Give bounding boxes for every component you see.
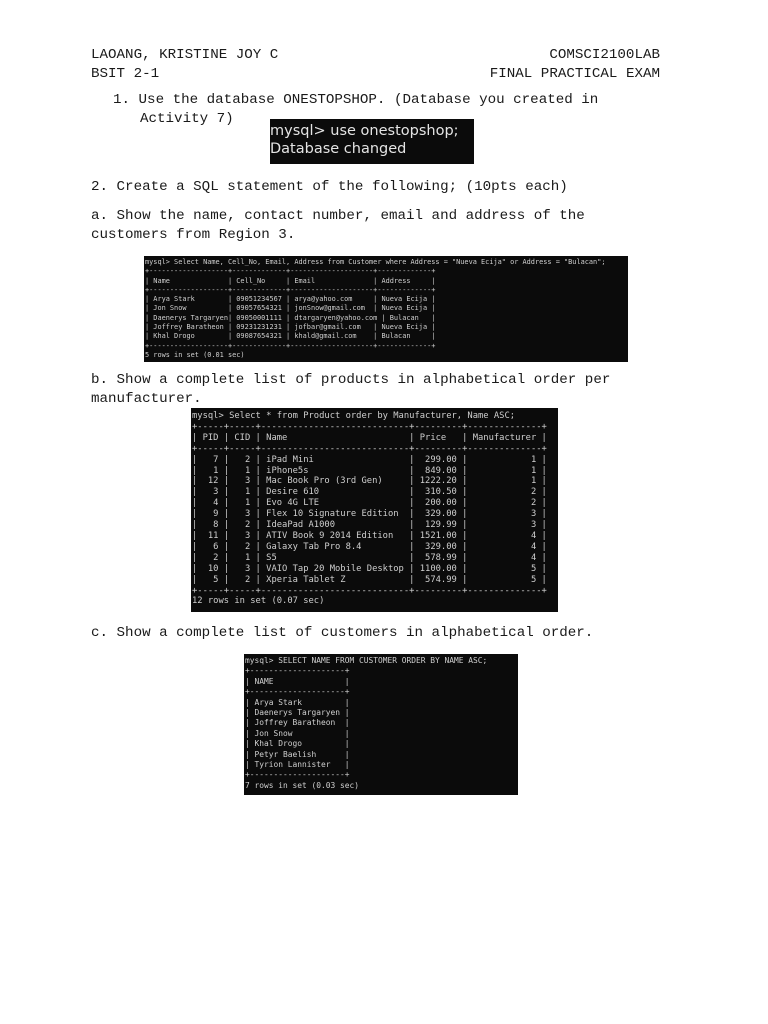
course-code: COMSCI2100LAB [549,47,660,63]
student-info [91,46,278,84]
exam-title: FINAL PRACTICAL EXAM [489,66,660,82]
part-b-line-1: b. Show a complete list of products in alphabetical order per [91,372,611,388]
console-output: mysql> SELECT NAME FROM CUSTOMER ORDER BY NAME ASC; +--------------------+ | NAME | +--------------------+ | Arya Stark | | Daenerys Targaryen | | Joffrey Baratheon | | Jon Snow | | Khal Drogo | | Petyr Baelish | | Tyrion Lannister | +--------------------+ 7 rows in set (0.03 sec) [245,656,488,790]
screenshot-customer-names-query [244,654,518,795]
exam-info [480,46,660,84]
console-output: mysql> Select Name, Cell_No, Email, Address from Customer where Address = "Nueva Ecija" or Address = "Bulacan"; +-------------------+-------------+--------------------+-------------+ | Name | Cell_No | Email | Address | +-------------------+-------------+--------------------+-------------+ | Arya Stark | 09051234567 | arya@yahoo.com | Nueva Ecija | | Jon Snow | 09057654321 | jonSnow@gmail.com | Nueva Ecija | | Daenerys Targaryen| 09050001111 | dtargaryen@yahoo.com | Bulacan | | Joffrey Baratheon | 09231231231 | jofbar@gmail.com | Nueva Ecija | | Khal Drogo | 09087654321 | khald@gmail.com | Bulacan | +-------------------+-------------+--------------------+-------------+ 5 rows in set (0.01 sec) [145,258,606,359]
item-2-title: 2. Create a SQL statement of the following; (10pts each) [91,179,568,195]
screenshot-use-database [270,119,474,164]
student-name: LAOANG, KRISTINE JOY C [91,47,279,63]
part-c-line-1: c. Show a complete list of customers in alphabetical order. [91,625,594,641]
student-section: BSIT 2-1 [91,66,160,82]
screenshot-customer-query [144,256,628,362]
console-output: mysql> use onestopshop; Database changed [270,123,459,157]
item-1-line-2: Activity 7) [140,111,234,127]
part-b-line-2: manufacturer. [91,391,202,407]
console-output: mysql> Select * from Product order by Manufacturer, Name ASC; +-----+-----+----------------------------+---------+--------------+ | PID | CID | Name | Price | Manufacturer | +-----+-----+----------------------------+---------+--------------+ | 7 | 2 | iPad Mini | 299.00 | 1 | | 1 | 1 | iPhone5s | 849.00 | 1 | | 12 | 3 | Mac Book Pro (3rd Gen) | 1222.20 | 1 | | 3 | 1 | Desire 610 | 310.50 | 2 | | 4 | 1 | Evo 4G LTE | 200.00 | 2 | | 9 | 3 | Flex 10 Signature Edition | 329.00 | 3 | | 8 | 2 | IdeaPad A1000 | 129.99 | 3 | | 11 | 3 | ATIV Book 9 2014 Edition | 1521.00 | 4 | | 6 | 2 | Galaxy Tab Pro 8.4 | 329.00 | 4 | | 2 | 1 | S5 | 578.99 | 4 | | 10 | 3 | VAIO Tap 20 Mobile Desktop | 1100.00 | 5 | | 5 | 2 | Xperia Tablet Z | 574.99 | 5 | +-----+-----+----------------------------+---------+--------------+ 12 rows in set (0.07 sec) [192,411,547,607]
screenshot-product-query [191,408,558,612]
part-a-line-2: customers from Region 3. [91,227,296,243]
part-a-line-1: a. Show the name, contact number, email and address of the [91,208,585,224]
item-1-line-1: 1. Use the database ONESTOPSHOP. (Database you created in [113,92,599,108]
